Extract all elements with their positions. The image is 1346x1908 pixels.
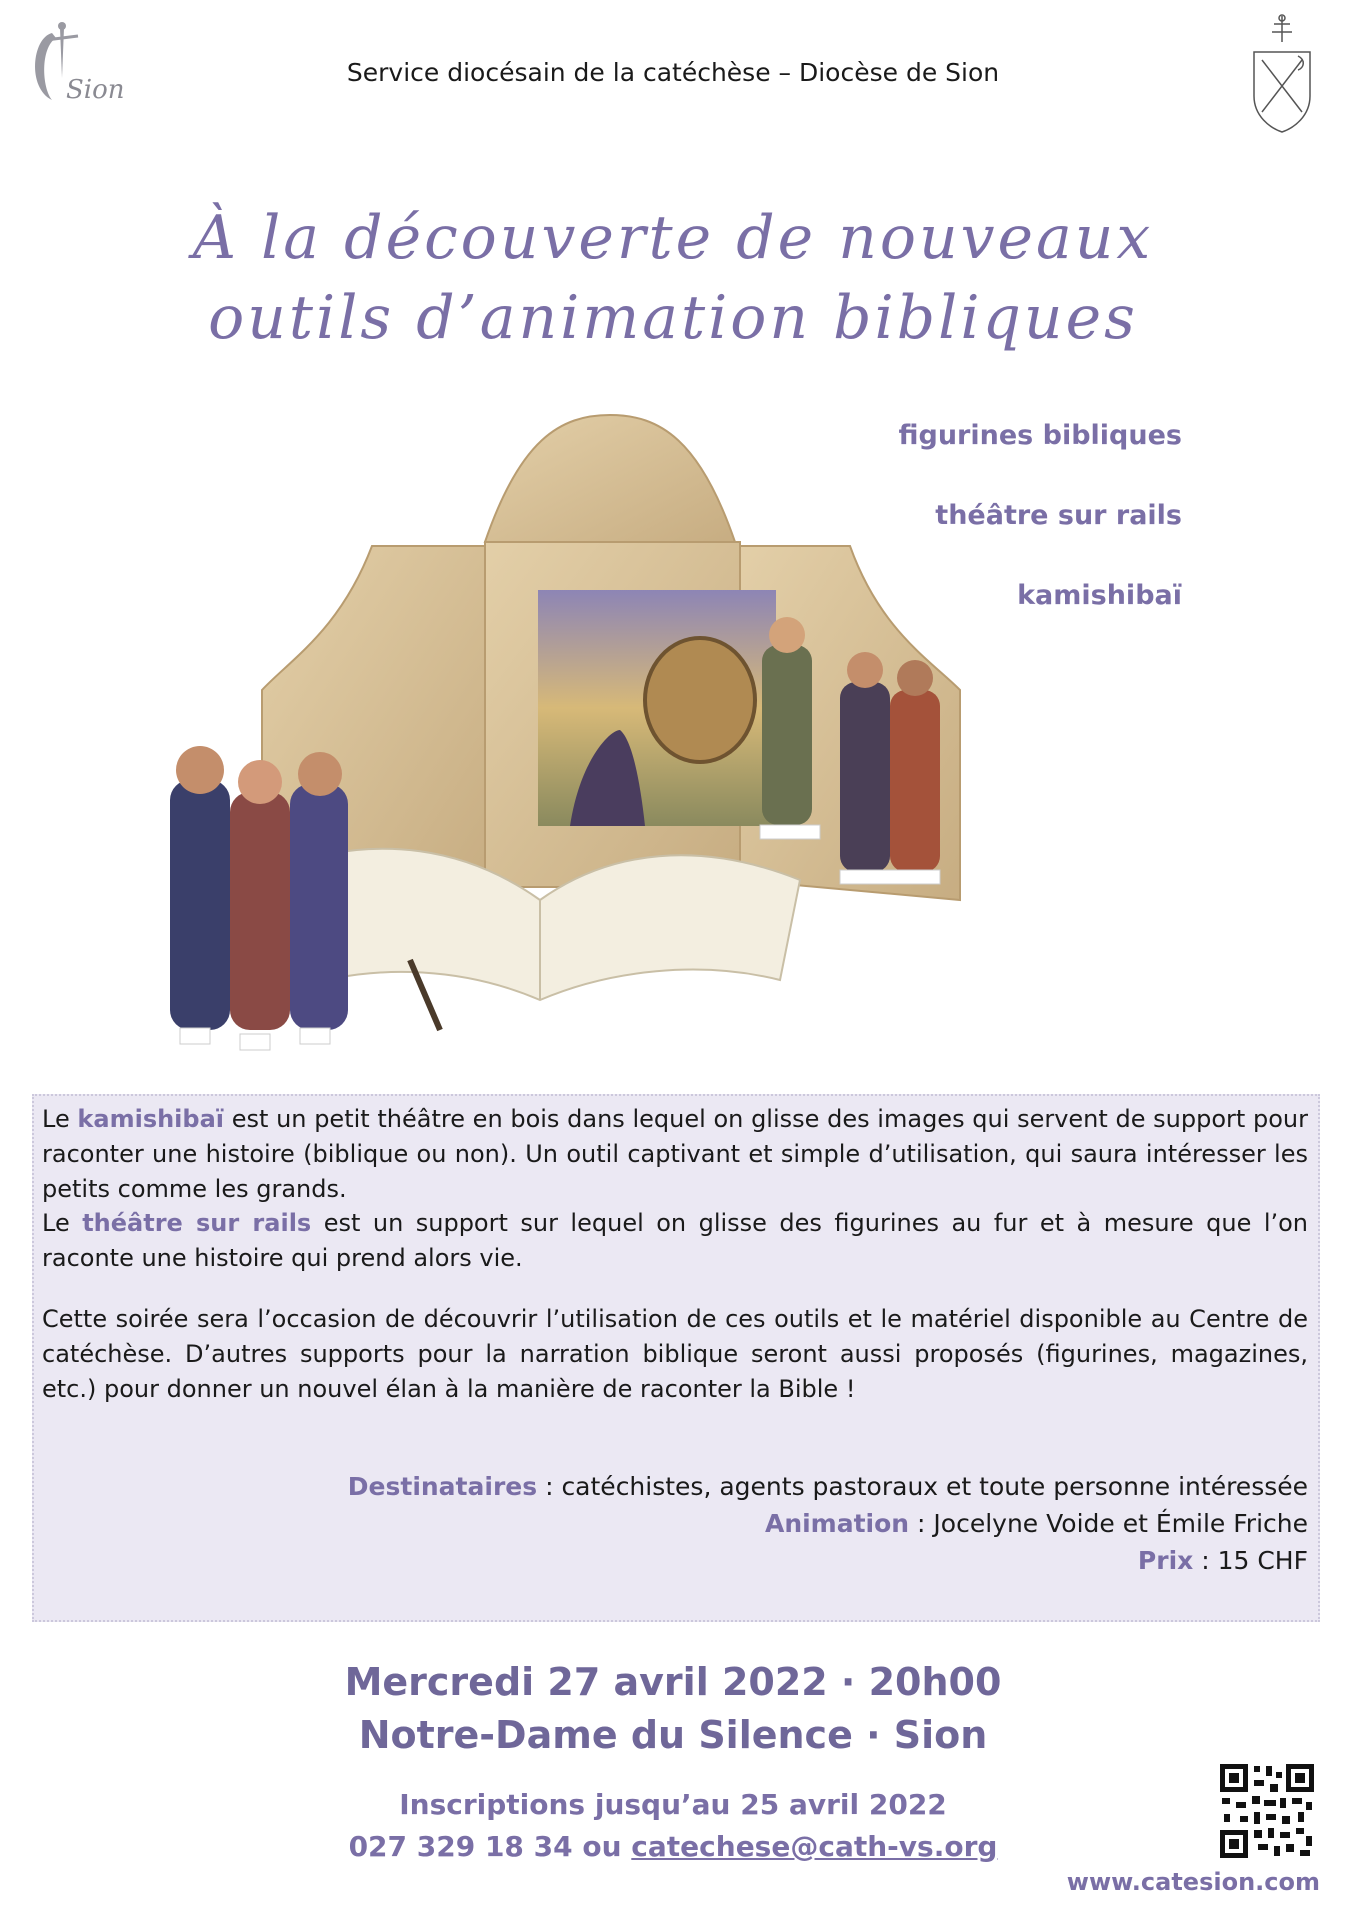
registration-email-link[interactable]: catechese@cath-vs.org (631, 1830, 998, 1863)
registration-phone: 027 329 18 34 ou (348, 1830, 632, 1863)
description-kamishibai (42, 1102, 1308, 1207)
service-header: Service diocésain de la catéchèse – Diocèse de Sion (346, 58, 1000, 87)
tools-list (899, 420, 1183, 660)
theatre-top-panel (485, 415, 735, 542)
detail-animation-value: : Jocelyne Voide et Émile Friche (909, 1509, 1308, 1538)
tool-kamishibai: kamishibaï (1017, 580, 1182, 611)
p1-highlight: kamishibaï (77, 1105, 225, 1133)
title-line-1: À la découverte de nouveaux (192, 203, 1154, 273)
detail-audience (308, 1468, 1308, 1505)
registration-deadline: Inscriptions jusqu’au 25 avril 2022 (399, 1788, 947, 1821)
p1-prefix: Le (42, 1105, 78, 1133)
figurines-left (170, 746, 348, 1050)
detail-audience-label: Destinataires (347, 1472, 538, 1501)
diocese-coat-of-arms (1242, 12, 1322, 136)
p2-body: est un support sur lequel on glisse des figurines au fur et à mesure que l’on raconte une histoire qui prend alors vie. (42, 1209, 1309, 1272)
qr-code (1218, 1762, 1316, 1860)
catesion-logo (22, 18, 132, 118)
logo-text: Sion (66, 75, 125, 105)
detail-price-value: : 15 CHF (1193, 1546, 1308, 1575)
tool-figurines: figurines bibliques (898, 420, 1182, 451)
detail-animation (308, 1505, 1308, 1542)
detail-price-label: Prix (1137, 1546, 1194, 1575)
detail-animation-label: Animation (764, 1509, 910, 1538)
event-date-time: Mercredi 27 avril 2022 · 20h00 (344, 1660, 1002, 1704)
p2-prefix: Le (42, 1209, 83, 1237)
p2-highlight: théâtre sur rails (82, 1209, 312, 1237)
title-line-2: outils d’animation bibliques (208, 283, 1138, 353)
description-theatre (42, 1206, 1308, 1276)
main-title (60, 198, 1286, 358)
tool-theatre-rails: théâtre sur rails (935, 500, 1182, 531)
detail-audience-value: : catéchistes, agents pastoraux et toute personne intéressée (537, 1472, 1308, 1501)
website-link[interactable]: www.catesion.com (1066, 1868, 1320, 1896)
event-place: Notre-Dame du Silence · Sion (358, 1713, 988, 1757)
description-evening: Cette soirée sera l’occasion de découvrir l’utilisation de ces outils et le matériel disponible au Centre de catéchèse. D’autres supports pour la narration biblique seront aussi proposés (figurines, magazines, etc.) pour donner un nouvel élan à la manière de raconter la Bible ! (42, 1305, 1308, 1403)
p1-body: est un petit théâtre en bois dans lequel on glisse des images qui servent de support pour raconter une histoire (biblique ou non). Un outil captivant et simple d’utilisation, qui saura intéresser les petits comme les grands. (42, 1105, 1309, 1203)
registration-contact (0, 1830, 1346, 1863)
detail-price (308, 1542, 1308, 1579)
